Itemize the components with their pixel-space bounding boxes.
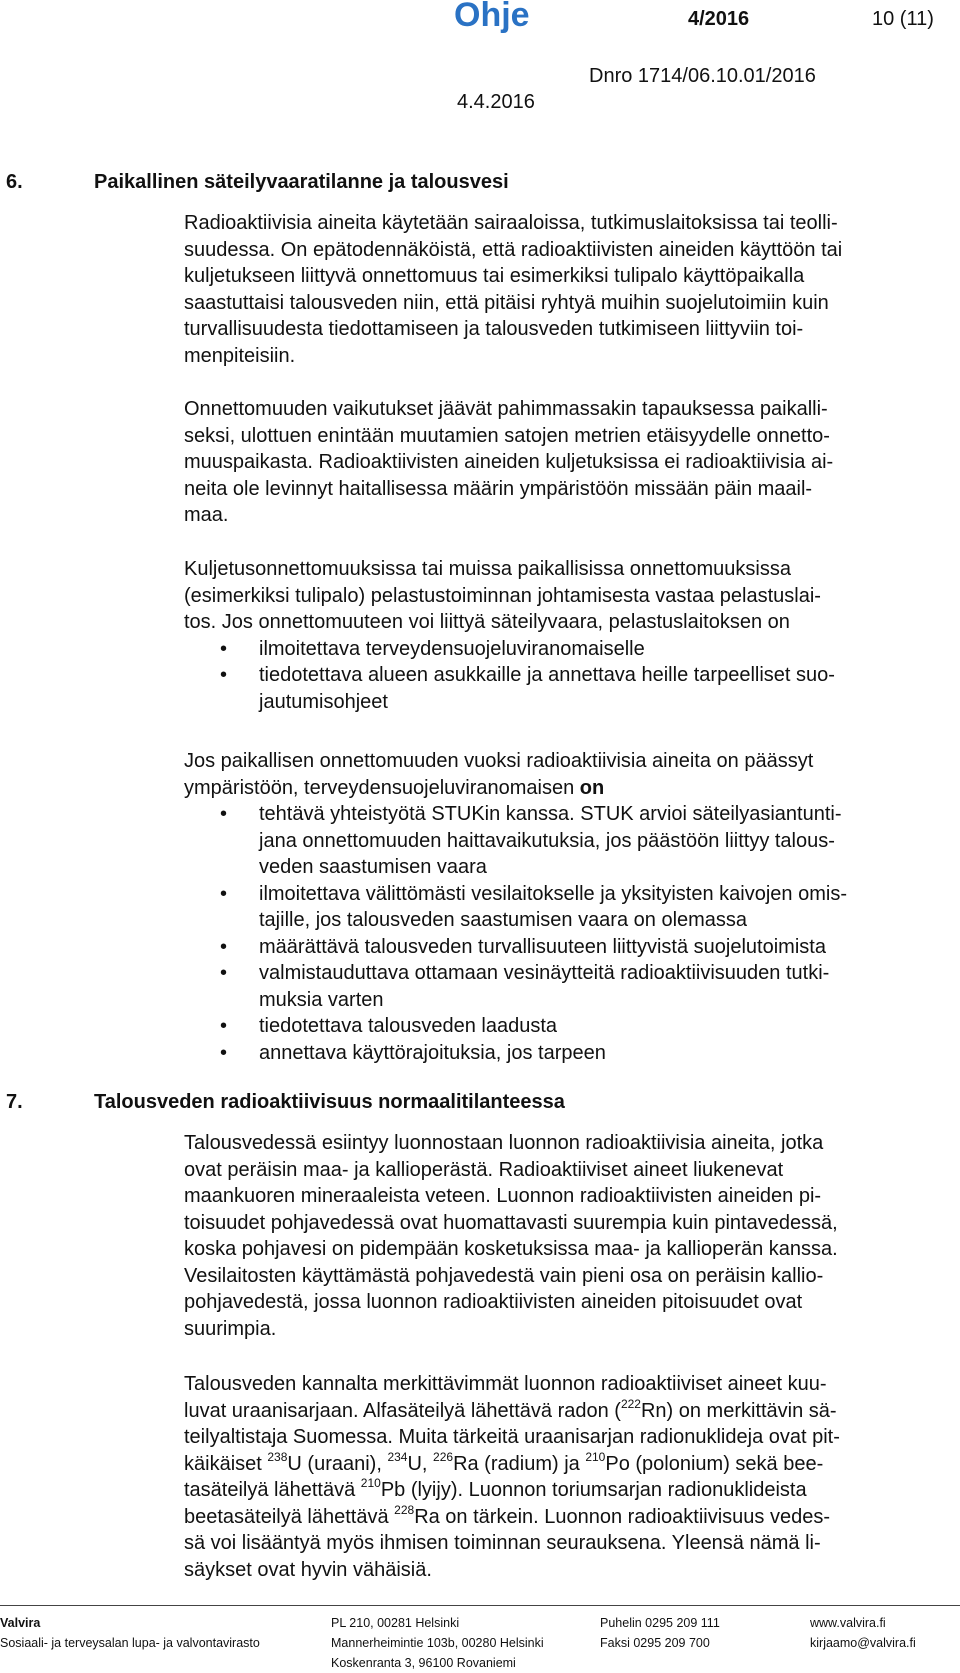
- bullet-icon: •: [220, 1041, 228, 1064]
- bullet-icon: •: [220, 935, 228, 958]
- text-line: muuspaikasta. Radioaktiivisten aineiden kuljetuksissa ei radioaktiivisia ai-: [184, 451, 834, 473]
- section-6-paragraph-1: [184, 210, 924, 369]
- isotope-mass: 234: [387, 1449, 408, 1464]
- text-line: Kuljetusonnettomuuksissa tai muissa paikallisissa onnettomuuksissa: [184, 558, 791, 580]
- phone-number: Puhelin 0295 209 111: [600, 1616, 720, 1630]
- section-6-title: Paikallinen säteilyvaaratilanne ja talousvesi: [94, 171, 509, 193]
- text-line: seksi, ulottuen enintään muutamien satojen metrien etäisyydelle onnetto-: [184, 424, 830, 447]
- section-6-number: 6.: [6, 171, 23, 193]
- text-line: [184, 1398, 924, 1425]
- list-item: [184, 1013, 924, 1040]
- section-7-title: Talousveden radioaktiivisuus normaalitilanteessa: [94, 1091, 565, 1113]
- organization-description: Sosiaali- ja terveysalan lupa- ja valvontavirasto: [0, 1636, 260, 1650]
- section-7-heading: [6, 1091, 565, 1114]
- website-link[interactable]: www.valvira.fi: [810, 1616, 886, 1630]
- text-segment: beetasäteilyä lähettävä: [184, 1505, 395, 1528]
- bullet-icon: •: [220, 1015, 228, 1037]
- list-item: [184, 636, 924, 663]
- organization-name: Valvira: [0, 1616, 41, 1630]
- text-line: turvallisuudesta tiedottamiseen ja talousveden tutkimiseen liittyviin toi-: [184, 318, 804, 340]
- text-line: neita ole levinnyt haitallisessa määrin ympäristöön missään päin maail-: [184, 477, 813, 500]
- document-number: 4/2016: [688, 8, 750, 30]
- text-line: ilmoitettava välittömästi vesilaitokselle ja yksityisten kaivojen omis-: [259, 882, 847, 905]
- list-item: [184, 801, 924, 881]
- text-line: Onnettomuuden vaikutukset jäävät pahimmassakin tapauksessa paikalli-: [184, 398, 828, 420]
- isotope-mass: 210: [585, 1449, 606, 1464]
- section-6-paragraph-3: [184, 556, 924, 715]
- list-item: [184, 934, 924, 961]
- text-line: ovat peräisin maa- ja kallioperästä. Radioaktiiviset aineet liukenevat: [184, 1158, 784, 1181]
- text-line: tehtävä yhteistyötä STUKin kanssa. STUK arvioi säteilyasiantunti-: [259, 803, 842, 825]
- list-item: [184, 1040, 924, 1067]
- record-number: Dnro 1714/06.10.01/2016: [589, 65, 816, 87]
- fax-number: Faksi 0295 209 700: [600, 1636, 710, 1650]
- text-segment: tasäteilyä lähettävä: [184, 1479, 361, 1501]
- text-line: maankuoren mineraaleista veteen. Luonnon radioaktiivisten aineiden pi-: [184, 1185, 822, 1207]
- email-link[interactable]: kirjaamo@valvira.fi: [810, 1636, 916, 1650]
- text-line: annettava käyttörajoituksia, jos tarpeen: [259, 1041, 606, 1064]
- document-type: Ohje: [454, 0, 530, 34]
- list-item: [184, 881, 924, 934]
- footer-organization: [0, 1613, 260, 1653]
- text-segment: käikäiset: [184, 1452, 268, 1475]
- text-segment: Rn) on merkittävin sä-: [640, 1399, 837, 1422]
- text-line: veden saastumisen vaara: [259, 856, 487, 878]
- text-line: Vesilaitosten käyttämästä pohjavedestä vain pieni osa on peräisin kallio-: [184, 1264, 824, 1287]
- document-date: 4.4.2016: [457, 91, 535, 113]
- list-item: [184, 960, 924, 1013]
- isotope-mass: 238: [267, 1449, 288, 1464]
- text-line: tiedotettava talousveden laadusta: [259, 1015, 557, 1037]
- text-segment: U (uraani),: [287, 1452, 388, 1475]
- text-line: valmistauduttava ottamaan vesinäytteitä radioaktiivisuuden tutki-: [259, 962, 830, 984]
- text-line: [184, 775, 924, 802]
- text-segment: Pb (lyijy). Luonnon toriumsarjan radionuklideista: [380, 1479, 807, 1501]
- text-line: tiedotettava alueen asukkaille ja annettava heille tarpeelliset suo-: [259, 664, 835, 686]
- text-line: suudessa. On epätodennäköistä, että radioaktiivisten aineiden käyttöön tai: [184, 238, 843, 261]
- isotope-mass: 226: [433, 1449, 454, 1464]
- footer-phone-fax: [600, 1613, 720, 1653]
- text-line: Radioaktiivisia aineita käytetään sairaaloissa, tutkimuslaitoksissa tai teolli-: [184, 212, 838, 234]
- text-line: jautumisohjeet: [259, 690, 388, 713]
- bullet-icon: •: [220, 664, 228, 686]
- text-line: muksia varten: [259, 988, 384, 1011]
- regional-address: Koskenranta 3, 96100 Rovaniemi: [331, 1656, 516, 1670]
- text-line: saastuttaisi talousveden niin, että pitäisi ryhtyä muihin suojelutoimiin kuin: [184, 291, 829, 314]
- postal-address: PL 210, 00281 Helsinki: [331, 1616, 460, 1630]
- text-line: määrättävä talousveden turvallisuuteen liittyvistä suojelutoimista: [259, 935, 826, 958]
- text-line: sä voi lisääntyä myös ihmisen toiminnan seurauksena. Yleensä nämä li-: [184, 1532, 821, 1554]
- text-line: ilmoitettava terveydensuojeluviranomaiselle: [259, 637, 645, 660]
- text-line: pohjavedestä, jossa luonnon radioaktiivisten aineiden pitoisuudet ovat: [184, 1291, 803, 1313]
- text-line: suurimpia.: [184, 1317, 277, 1340]
- text-line: [184, 1504, 924, 1531]
- text-line: tajille, jos talousveden saastumisen vaara on olemassa: [259, 909, 748, 931]
- page-number: 10 (11): [872, 8, 934, 30]
- bullet-icon: •: [220, 882, 228, 905]
- bullet-icon: •: [220, 803, 228, 825]
- section-7-paragraph-2: [184, 1371, 924, 1583]
- isotope-mass: 222: [620, 1396, 641, 1411]
- text-line: menpiteisiin.: [184, 344, 296, 367]
- text-line: toisuudet pohjavedessä ovat huomattavasti suurempia kuin pintavedessä,: [184, 1211, 838, 1234]
- text-line: teilyaltistaja Suomessa. Muita tärkeitä uraanisarjan radionuklideja ovat pit-: [184, 1426, 840, 1448]
- section-7-number: 7.: [6, 1091, 23, 1113]
- text-line: [184, 1451, 924, 1478]
- text-line: tos. Jos onnettomuuteen voi liittyä säteilyvaara, pelastuslaitoksen on: [184, 611, 790, 633]
- text-line: jana onnettomuuden haittavaikutuksia, jos päästöön liittyy talous-: [259, 829, 835, 852]
- emphasis-text: on: [579, 776, 605, 799]
- text-segment: Ra (radium) ja: [453, 1452, 586, 1475]
- text-line: säykset ovat hyvin vähäisiä.: [184, 1558, 432, 1581]
- text-line: koska pohjavesi on pidempään kosketuksissa maa- ja kallioperän kanssa.: [184, 1238, 838, 1260]
- text-line: kuljetukseen liittyvä onnettomuus tai esimerkiksi tulipalo käyttöpaikalla: [184, 265, 805, 287]
- text-line: Talousvedessä esiintyy luonnostaan luonnon radioaktiivisia aineita, jotka: [184, 1132, 824, 1154]
- text-line: Jos paikallisen onnettomuuden vuoksi radioaktiivisia aineita on päässyt: [184, 750, 814, 772]
- text-line: maa.: [184, 504, 229, 526]
- text-segment: U,: [407, 1452, 434, 1475]
- section-6-paragraph-2: [184, 396, 924, 529]
- footer-divider: [0, 1605, 960, 1606]
- text-line: (esimerkiksi tulipalo) pelastustoiminnan johtamisesta vastaa pelastuslai-: [184, 584, 821, 607]
- section-7-paragraph-1: [184, 1130, 924, 1342]
- section-6-paragraph-4: [184, 748, 924, 1066]
- list-item: [184, 662, 924, 715]
- footer-addresses: [331, 1613, 544, 1673]
- footer-web: [810, 1613, 916, 1653]
- text-segment: Ra on tärkein. Luonnon radioaktiivisuus vedes-: [414, 1505, 830, 1528]
- street-address: Mannerheimintie 103b, 00280 Helsinki: [331, 1636, 544, 1650]
- text-line: [184, 1477, 924, 1504]
- text-segment: ympäristöön, terveydensuojeluviranomaisen: [184, 776, 575, 799]
- text-segment: luvat uraanisarjaan. Alfasäteilyä lähettävä radon (: [184, 1399, 621, 1422]
- bullet-icon: •: [220, 962, 228, 984]
- isotope-mass: 210: [360, 1476, 381, 1490]
- text-segment: Po (polonium) sekä bee-: [605, 1452, 824, 1475]
- text-line: Talousveden kannalta merkittävimmät luonnon radioaktiiviset aineet kuu-: [184, 1373, 827, 1395]
- section-6-heading: [6, 171, 509, 194]
- isotope-mass: 228: [394, 1502, 415, 1517]
- bullet-icon: •: [220, 637, 228, 660]
